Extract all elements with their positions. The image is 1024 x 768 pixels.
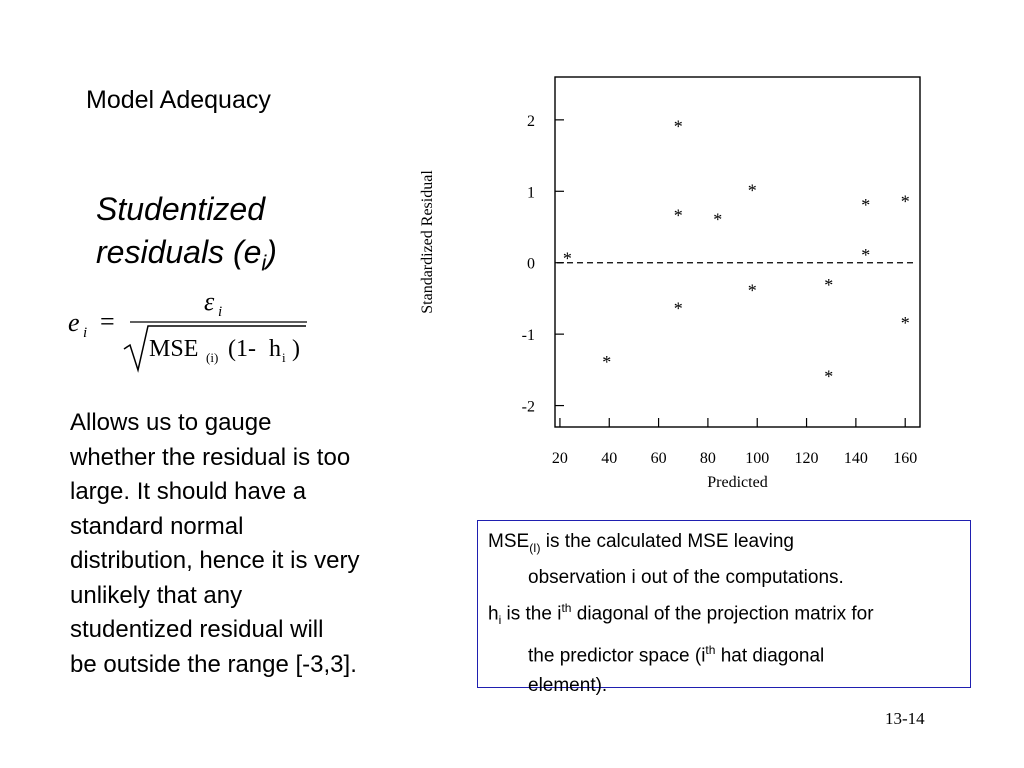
y-tick-label: 2 xyxy=(527,112,535,130)
h-sub: i xyxy=(498,612,502,627)
slide-title: Model Adequacy xyxy=(86,86,271,114)
subtitle-prefix: residuals (e xyxy=(96,234,262,270)
x-tick-label: 140 xyxy=(843,450,868,467)
residual-scatter-plot xyxy=(410,70,940,500)
x-axis-label: Predicted xyxy=(707,474,768,491)
x-tick-label: 100 xyxy=(745,450,770,467)
h-def-cont-rest: hat diagonal xyxy=(715,645,825,667)
mse-definition-line xyxy=(488,527,962,563)
explanation-line: distribution, hence it is very xyxy=(70,547,360,574)
data-point: * xyxy=(713,209,723,230)
explanation-line: unlikely that any xyxy=(70,581,243,609)
slide-subtitle xyxy=(96,188,277,284)
formula-lhs: e xyxy=(68,308,80,337)
page-number: 13-14 xyxy=(885,709,925,728)
data-point: * xyxy=(747,280,757,301)
formula-mse-sub: (i) xyxy=(206,350,219,365)
mse-label: MSE xyxy=(488,531,530,552)
formula-numerator: ε xyxy=(204,287,215,316)
data-point: * xyxy=(602,352,612,373)
th-superscript: th xyxy=(561,600,572,615)
h-definition-cont xyxy=(488,635,962,671)
formula-numerator-sub: i xyxy=(218,304,223,320)
data-point: * xyxy=(824,275,834,295)
data-point: * xyxy=(824,366,834,387)
h-def-rest: diagonal of the projection matrix for xyxy=(571,603,874,625)
y-tick-label: -2 xyxy=(521,398,535,416)
explanation-line: large. It should have a xyxy=(70,478,307,505)
mse-definition: is the calculated MSE leaving xyxy=(540,531,794,552)
y-axis-label: Standardized Residual xyxy=(419,170,436,314)
data-point: * xyxy=(562,248,572,269)
x-tick-label: 20 xyxy=(551,450,568,467)
th-superscript: th xyxy=(705,642,716,657)
h-def-mid: is the i xyxy=(501,603,562,625)
explanation-line: Allows us to gauge xyxy=(70,409,272,436)
studentized-residual-formula xyxy=(66,286,326,376)
mse-sub: (I) xyxy=(529,540,541,555)
formula-h: h xyxy=(269,336,281,362)
y-tick-label: 0 xyxy=(527,255,535,273)
formula-equals: = xyxy=(100,307,115,336)
x-tick-label: 60 xyxy=(650,450,667,467)
explanation-line: standard normal xyxy=(70,512,244,540)
data-point: * xyxy=(747,180,757,201)
formula-h-sub: i xyxy=(282,350,286,365)
data-point: * xyxy=(673,298,683,319)
explanation-text xyxy=(70,406,430,682)
data-point: * xyxy=(900,191,910,212)
subtitle-subscript: i xyxy=(261,250,267,276)
subtitle-close: ) xyxy=(266,234,277,270)
explanation-line: studentized residual will xyxy=(70,616,324,643)
h-def-cont-prefix: the predictor space (i xyxy=(528,645,706,667)
subtitle-line-2 xyxy=(96,231,277,284)
formula-lhs-sub: i xyxy=(83,325,88,341)
h-definition-line xyxy=(488,593,962,635)
data-point: * xyxy=(861,195,871,215)
explanation-line: be outside the range [-3,3]. xyxy=(70,650,357,678)
h-definition-end: element). xyxy=(528,675,608,697)
formula-paren-open: (1- xyxy=(228,336,256,362)
y-tick-label: -1 xyxy=(521,327,535,345)
data-point: * xyxy=(673,205,683,226)
y-tick-label: 1 xyxy=(527,184,535,202)
x-tick-label: 120 xyxy=(794,450,819,467)
x-tick-label: 40 xyxy=(601,450,618,467)
definitions-box xyxy=(477,520,971,697)
formula-paren-close: ) xyxy=(292,336,300,362)
x-tick-label: 80 xyxy=(699,450,716,467)
data-point: * xyxy=(673,116,683,137)
formula-mse: MSE xyxy=(149,336,199,362)
mse-definition-cont: observation i out of the computations. xyxy=(528,566,844,588)
x-tick-label: 160 xyxy=(893,450,918,467)
explanation-line: whether the residual is too xyxy=(70,443,351,471)
data-point: * xyxy=(900,312,910,333)
data-point: * xyxy=(861,245,871,265)
subtitle-line-1: Studentized xyxy=(96,191,266,227)
h-label: h xyxy=(488,603,499,625)
